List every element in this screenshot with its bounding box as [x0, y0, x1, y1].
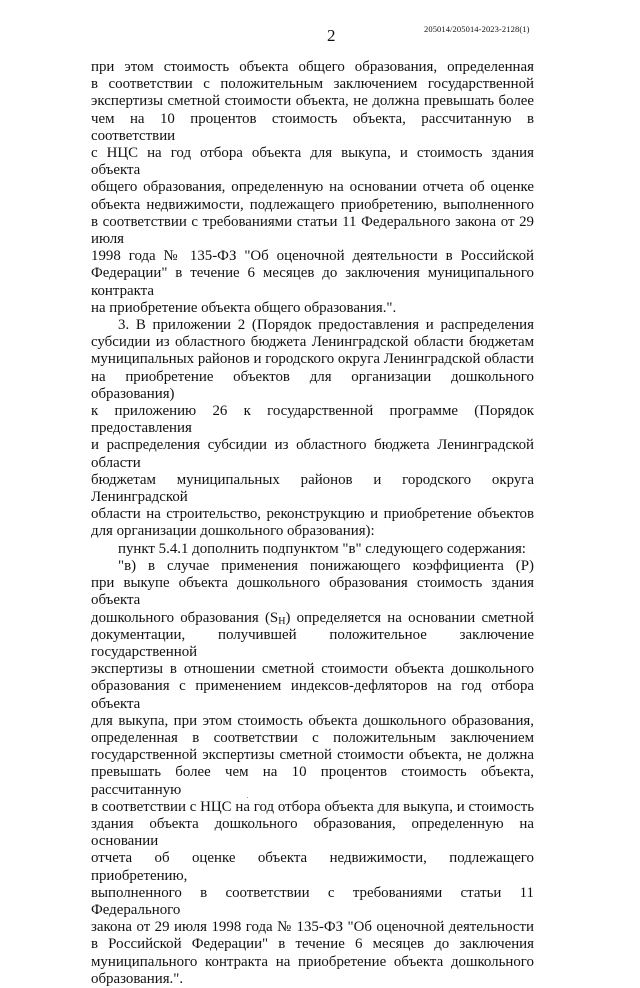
- text-line: субсидии из областного бюджета Ленинградской области бюджетам: [91, 334, 534, 351]
- text-line: "в) в случае применения понижающего коэффициента (Р): [118, 557, 534, 574]
- text-line: муниципального контракта на приобретение объекта дошкольного: [91, 953, 534, 970]
- text-line: Федерации" в течение 6 месяцев до заключения муниципального контракта: [91, 265, 534, 299]
- text-line: на приобретение объектов для организации дошкольного образования): [91, 368, 534, 402]
- paragraph-1: [91, 59, 534, 317]
- text-line: для организации дошкольного образования):: [91, 523, 375, 540]
- text-line: в соответствии с положительным заключением государственной: [91, 76, 534, 93]
- text-line: документации, получившей положительное заключение государственной: [91, 626, 534, 660]
- text-line: на приобретение объекта общего образования.".: [91, 299, 397, 316]
- text-line: пункт 5.4.1 дополнить подпунктом "в" следующего содержания:: [118, 540, 526, 557]
- document-code: 205014/205014-2023-2128(1): [424, 24, 530, 34]
- paragraph-2: [91, 317, 534, 541]
- scan-speck: [247, 797, 248, 798]
- document-body: [91, 59, 534, 988]
- text-line: муниципальных районов и городского округа Ленинградской области: [91, 351, 534, 368]
- text-line: при этом стоимость объекта общего образования, определенная: [91, 59, 534, 75]
- paragraph-3: [91, 541, 534, 558]
- text-line: к приложению 26 к государственной программе (Порядок предоставления: [91, 403, 534, 437]
- text-line: в Российской Федерации" в течение 6 месяцев до заключения: [91, 936, 534, 953]
- text-line: чем на 10 процентов стоимость объекта, рассчитанную в соответствии: [91, 110, 534, 144]
- text-line: в соответствии с НЦС на год отбора объекта для выкупа, и стоимость: [91, 798, 534, 815]
- text-fragment: ) определяется на основании сметной: [285, 609, 534, 626]
- text-line: выполненного в соответствии с требованиями статьи 11 Федерального: [91, 884, 534, 918]
- text-line: бюджетам муниципальных районов и городского округа Ленинградской: [91, 471, 534, 506]
- text-line: превышать более чем на 10 процентов стоимость объекта, рассчитанную: [91, 764, 534, 798]
- text-line: экспертизы в отношении сметной стоимости объекта дошкольного: [91, 661, 534, 678]
- text-line: области на строительство, реконструкцию и приобретение объектов: [91, 506, 534, 523]
- text-line: 3. В приложении 2 (Порядок предоставления и распределения: [118, 317, 534, 334]
- text-line: государственной экспертизы сметной стоимости объекта, не должна: [91, 747, 534, 764]
- text-line: с НЦС на год отбора объекта для выкупа, и стоимость здания объекта: [91, 145, 534, 179]
- text-line: отчета об оценке объекта недвижимости, подлежащего приобретению,: [91, 850, 534, 884]
- text-line: закона от 29 июля 1998 года № 135-ФЗ "Об оценочной деятельности: [91, 919, 534, 936]
- text-line: в соответствии с требованиями статьи 11 Федерального закона от 29 июля: [91, 213, 534, 248]
- text-line: для выкупа, при этом стоимость объекта дошкольного образования,: [91, 712, 534, 729]
- paragraph-4: [91, 558, 534, 988]
- text-line: 1998 года № 135-ФЗ "Об оценочной деятельности в Российской: [91, 248, 534, 265]
- text-line: образования.".: [91, 970, 184, 987]
- text-line: [91, 610, 534, 627]
- subscript: Н: [278, 615, 286, 627]
- text-fragment: дошкольного образования (S: [91, 609, 279, 626]
- text-line: образования с применением индексов-дефляторов на год отбора объекта: [91, 678, 534, 712]
- text-line: здания объекта дошкольного образования, определенную на основании: [91, 815, 534, 850]
- text-line: при выкупе объекта дошкольного образования стоимость здания объекта: [91, 575, 534, 609]
- text-line: экспертизы сметной стоимости объекта, не должна превышать более: [91, 93, 534, 110]
- text-line: определенная в соответствии с положительным заключением: [91, 729, 534, 746]
- text-line: общего образования, определенную на основании отчета об оценке: [91, 179, 534, 196]
- page-number: 2: [327, 26, 336, 45]
- text-line: объекта недвижимости, подлежащего приобретению, выполненного: [91, 196, 534, 213]
- text-line: и распределения субсидии из областного бюджета Ленинградской области: [91, 437, 534, 471]
